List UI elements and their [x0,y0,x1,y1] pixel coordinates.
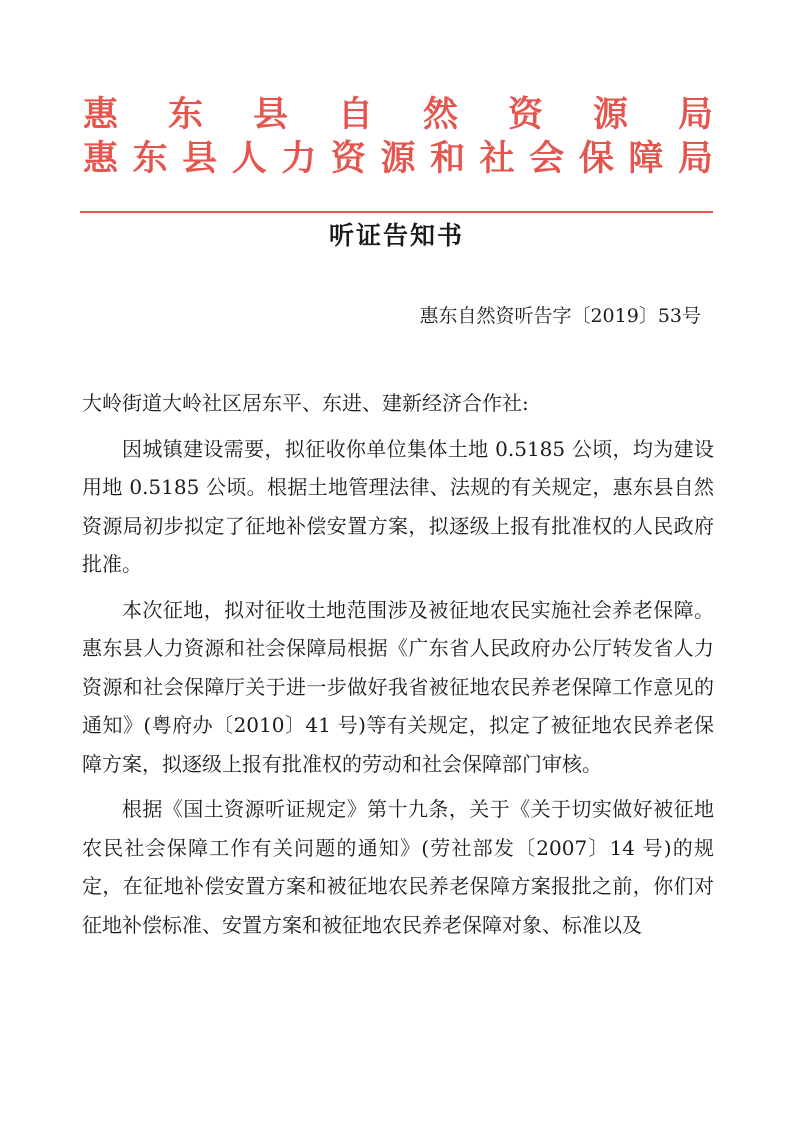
paragraph-1: 因城镇建设需要，拟征收你单位集体土地 0.5185 公顷，均为建设用地 0.5185 公顷。根据土地管理法律、法规的有关规定，惠东县自然资源局初步拟定了征地补偿安置方案，拟逐级上报有批准权的人民政府批准。 [82,436,714,576]
issuing-org-human-resources: 惠东县人力资源和社会保障局 [83,138,713,179]
salutation: 大岭街道大岭社区居东平、东进、建新经济合作社: [82,391,529,415]
document-body [82,384,714,951]
document-title: 听证告知书 [328,221,464,250]
red-header-rule [80,211,713,213]
paragraph-3: 根据《国土资源听证规定》第十九条，关于《关于切实做好被征地农民社会保障工作有关问题的通知》(劳社部发〔2007〕14 号)的规定，在征地补偿安置方案和被征地农民养老保障方案报批之前，你们对征地补偿标准、安置方案和被征地农民养老保障对象、标准以及 [82,797,714,937]
paragraph-2: 本次征地，拟对征收土地范围涉及被征地农民实施社会养老保障。惠东县人力资源和社会保障局根据《广东省人民政府办公厅转发省人力资源和社会保障厅关于进一步做好我省被征地农民养老保障工作意见的通知》(粤府办〔2010〕41 号)等有关规定，拟定了被征地农民养老保障方案，拟逐级上报有批准权的劳动和社会保障部门审核。 [82,597,714,776]
document-number: 惠东自然资听告字〔2019〕53号 [419,305,701,327]
issuing-org-natural-resources: 惠 东 县 自 然 资 源 局 [83,94,713,135]
